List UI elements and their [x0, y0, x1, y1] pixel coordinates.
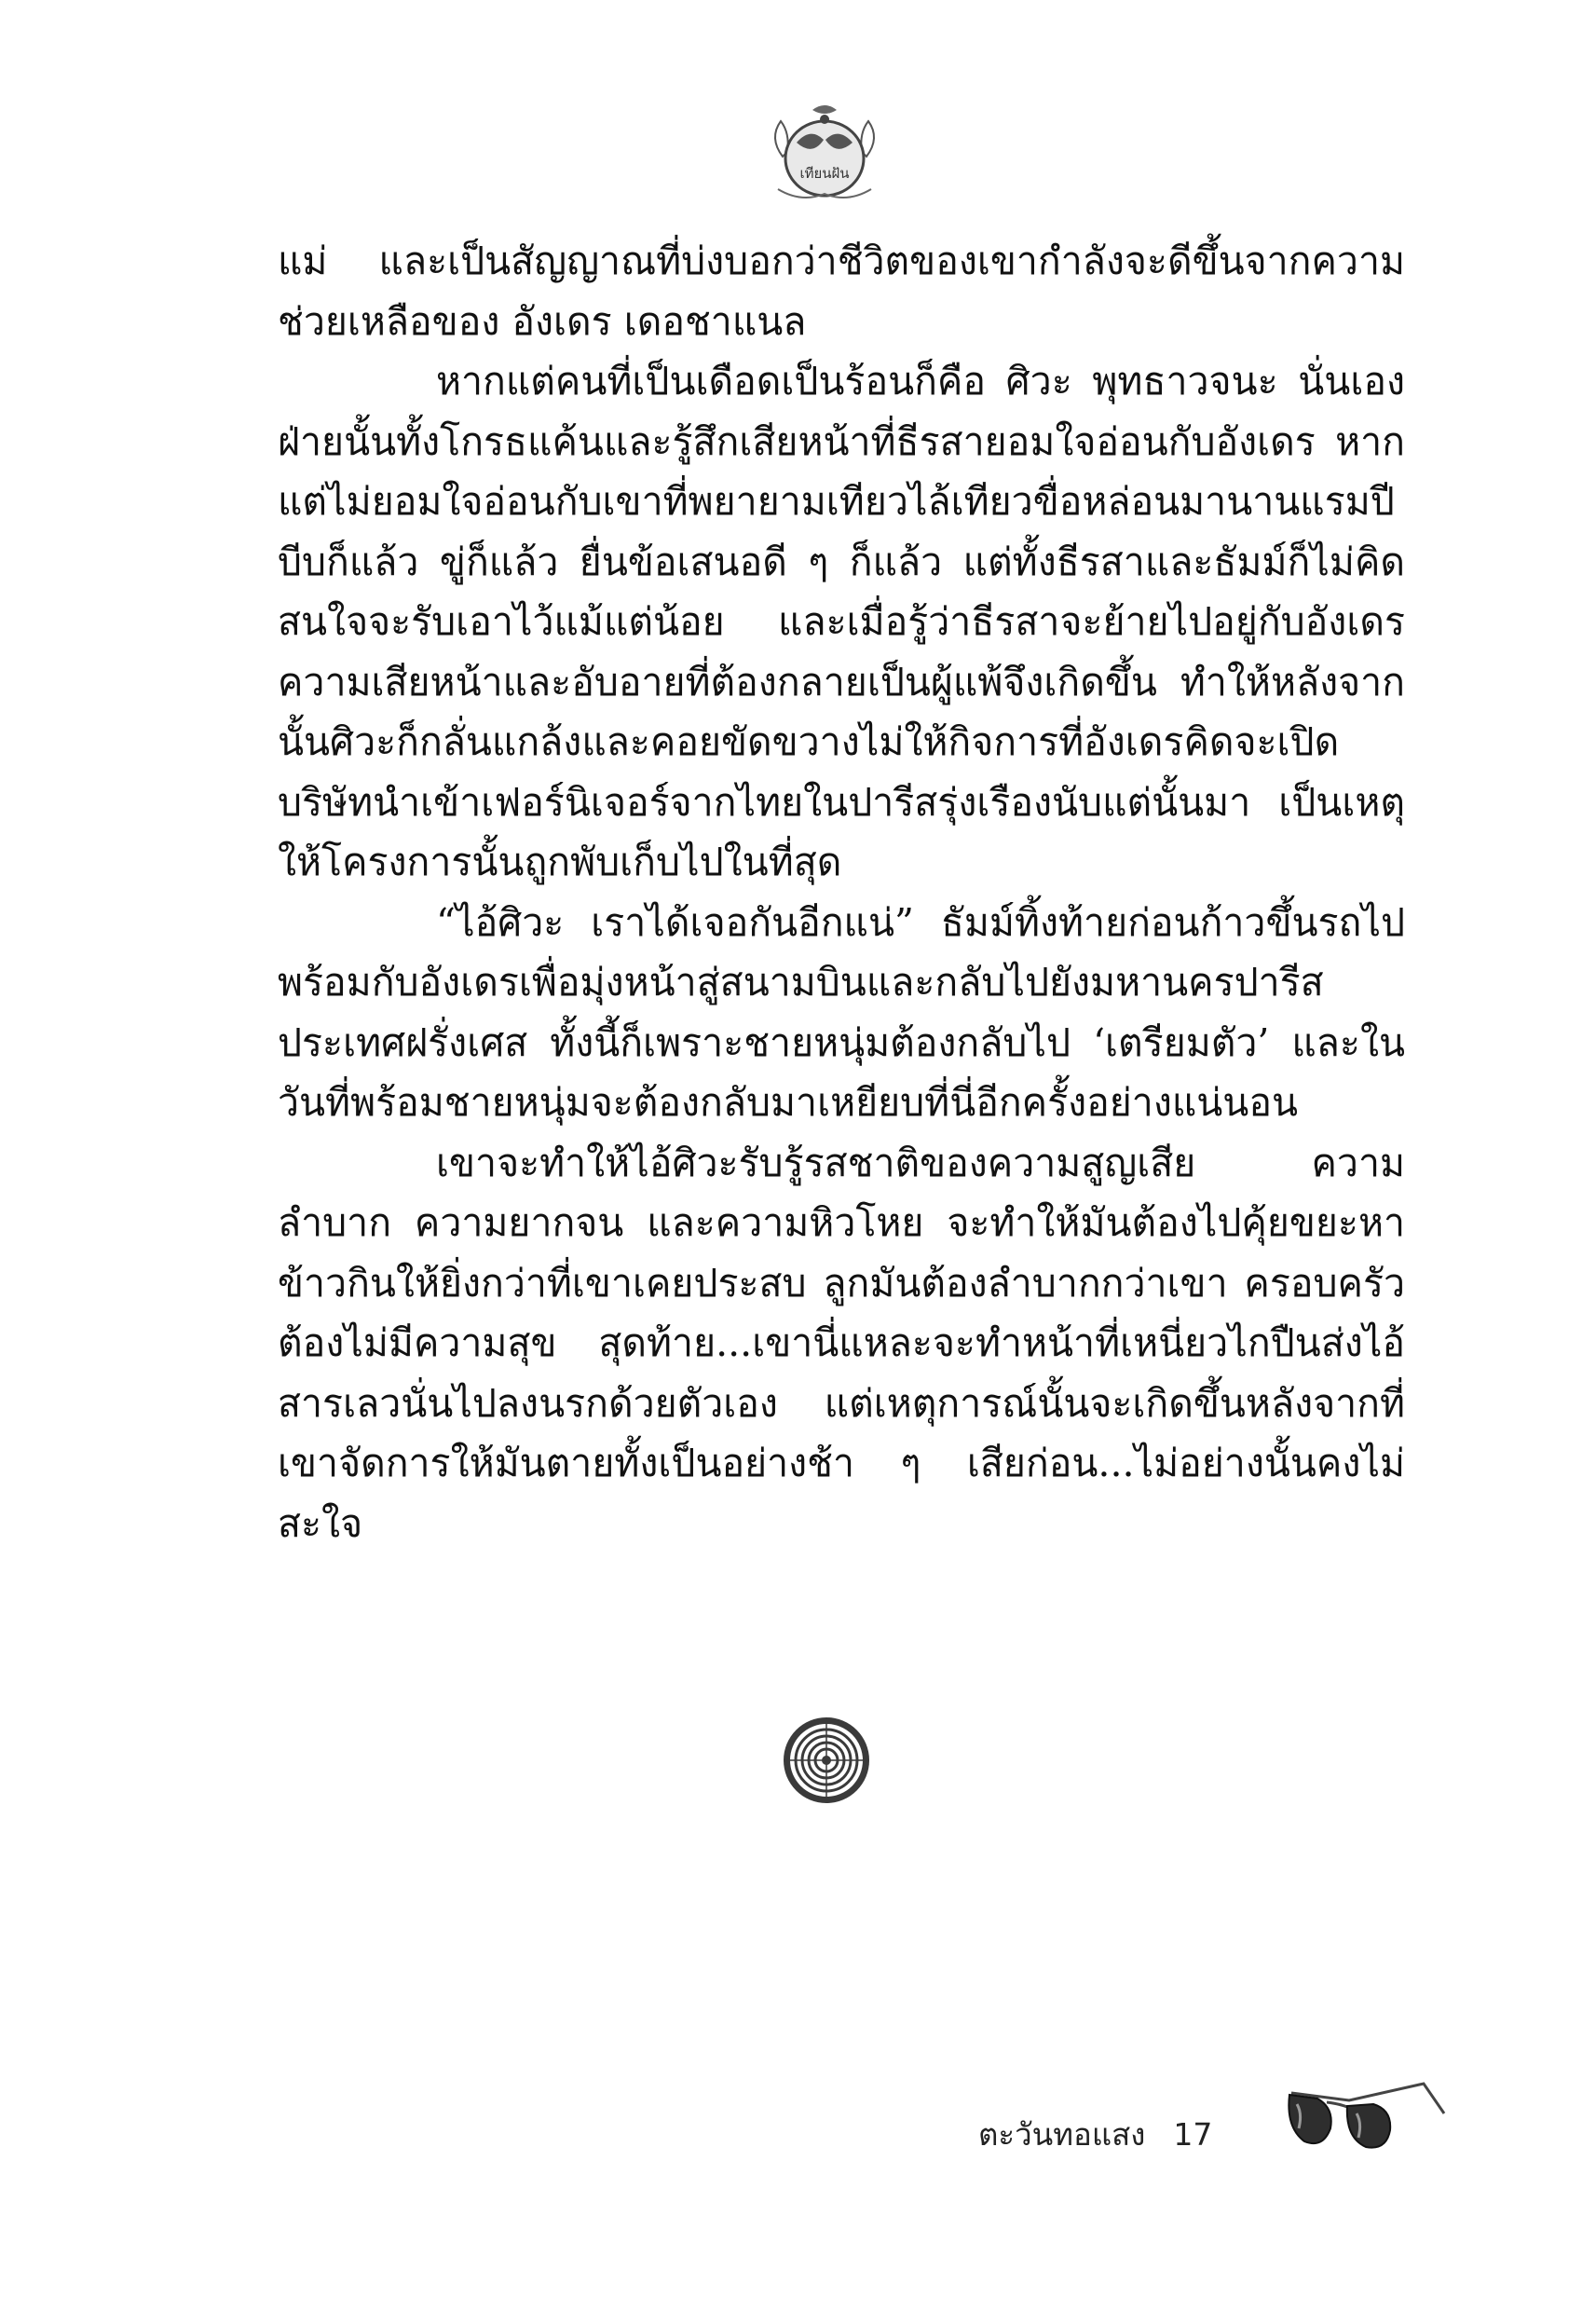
sunglasses-icon [1284, 2076, 1452, 2160]
ornament-label: เทียนฝัน [799, 165, 850, 182]
page-footer [978, 2106, 1212, 2162]
paragraph: แม่ และเป็นสัญญาณที่บ่งบอกว่าชีวิตของเขากำลังจะดีขึ้นจากความช่วยเหลือของ อังเดร เดอชาแนล [278, 239, 1405, 344]
ornament-crest-icon [764, 101, 885, 212]
paragraph: หากแต่คนที่เป็นเดือดเป็นร้อนก็คือ ศิวะ พุทธาวจนะ นั่นเอง ฝ่ายนั้นทั้งโกรธแค้นและรู้สึกเสียหน้าที่ธีรสายอมใจอ่อนกับอังเดร หากแต่ไม่ยอมใจอ่อนกับเขาที่พยายามเทียวไล้เทียวขื่อหล่อนมานานแรมปี บีบก็แล้ว ขู่ก็แล้ว ยื่นข้อเสนอดี ๆ ก็แล้ว แต่ทั้งธีรสาและธัมม์ก็ไม่คิดสนใจจะรับเอาไว้แม้แต่น้อย และเมื่อรู้ว่าธีรสาจะย้ายไปอยู่กับอังเดร ความเสียหน้าและอับอายที่ต้องกลายเป็นผู้แพ้จึงเกิดขึ้น ทำให้หลังจากนั้นศิวะก็กลั่นแกล้งและคอยขัดขวางไม่ให้กิจการที่อังเดรคิดจะเปิดบริษัทนำเข้าเฟอร์นิเจอร์จากไทยในปารีสรุ่งเรืองนับแต่นั้นมา เป็นเหตุให้โครงการนั้นถูกพับเก็บไปในที่สุด [278, 359, 1405, 884]
paragraph: เขาจะทำให้ไอ้ศิวะรับรู้รสชาติของความสูญเสีย ความลำบาก ความยากจน และความหิวโหย จะทำให้มันต้องไปคุ้ยขยะหาข้าวกินให้ยิ่งกว่าที่เขาเคยประสบ ลูกมันต้องลำบากกว่าเขา ครอบครัวต้องไม่มีความสุข สุดท้าย...เขานี่แหละจะทำหน้าที่เหนี่ยวไกปืนส่งไอ้สารเลวนั่นไปลงนรกด้วยตัวเอง แต่เหตุการณ์นั้นจะเกิดขึ้นหลังจากที่เขาจัดการให้มันตายทั้งเป็นอย่างช้า ๆ เสียก่อน...ไม่อย่างนั้นคงไม่สะใจ [278, 1140, 1405, 1546]
paragraph: “ไอ้ศิวะ เราได้เจอกันอีกแน่” ธัมม์ทิ้งท้ายก่อนก้าวขึ้นรถไปพร้อมกับอังเดรเพื่อมุ่งหน้าสู่สนามบินและกลับไปยังมหานครปารีส ประเทศฝรั่งเศส ทั้งนี้ก็เพราะชายหนุ่มต้องกลับไป ‘เตรียมตัว’ และในวันที่พร้อมชายหนุ่มจะต้องกลับมาเหยียบที่นี่อีกครั้งอย่างแน่นอน [278, 899, 1405, 1125]
page-number: 17 [1173, 2115, 1213, 2153]
scene-break [781, 1715, 872, 1806]
target-ornament-icon [781, 1715, 872, 1806]
book-title: ตะวันทอแสง [978, 2115, 1146, 2153]
header-ornament [764, 101, 885, 212]
story-text [278, 231, 1405, 1553]
